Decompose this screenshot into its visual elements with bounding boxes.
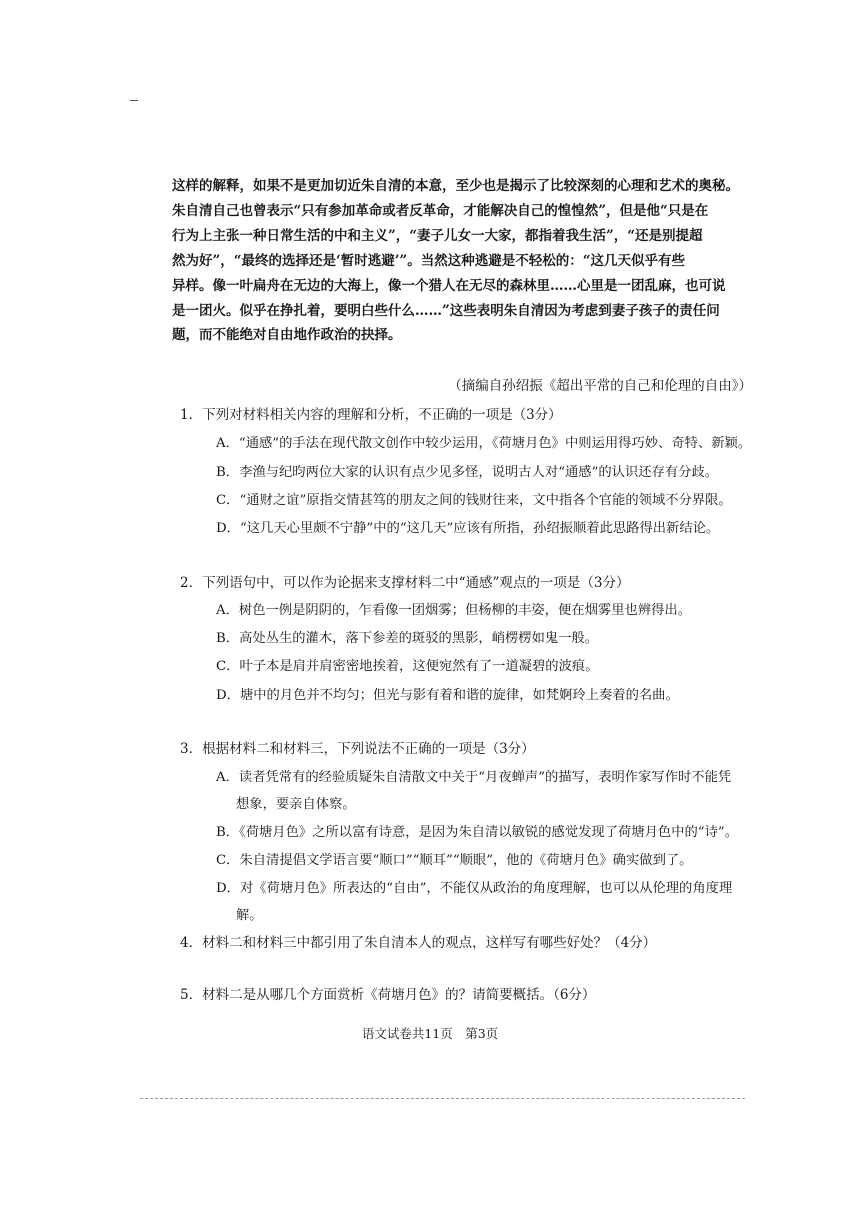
passage-line: 行为上主张一种日常生活的中和主义”，“妻子儿女一大家，都指着我生活”，“还是别提超	[172, 227, 703, 244]
page-footer: 语文试卷共11页 第3页	[361, 1026, 499, 1041]
question-3-option-a-cont: 想象，要亲自体察。	[236, 797, 356, 812]
question-4-stem: 4．材料二和材料三中都引用了朱自清本人的观点，这样写有哪些好处？（4分）	[180, 935, 657, 951]
passage-citation: （摘编自孙绍振《超出平常的自己和伦理的自由》）	[448, 378, 752, 394]
passage-paragraph	[172, 174, 757, 348]
passage-line: 是一团火。似乎在挣扎着，要明白些什么……”这些表明朱自清因为考虑到妻子孩子的责任问	[172, 302, 720, 319]
question-3-option-b: B．《荷塘月色》之所以富有诗意，是因为朱自清以敏锐的感觉发现了荷塘月色中的“诗”。	[216, 825, 738, 840]
passage-line: 这样的解释，如果不是更加切近朱自清的本意，至少也是揭示了比较深刻的心理和艺术的奥秘。	[172, 178, 739, 194]
question-2-option-c: C．叶子本是肩并肩密密地挨着，这便宛然有了一道凝碧的波痕。	[216, 659, 599, 674]
question-1-option-b: B．李渔与纪昀两位大家的认识有点少见多怪，说明古人对“通感”的认识还存有分歧。	[216, 465, 719, 480]
question-2-option-b: B．高处丛生的灌木，落下参差的斑驳的黑影，峭楞楞如鬼一般。	[216, 631, 599, 646]
question-3-option-c: C．朱自清提倡文学语言要“顺口”“顺耳”“顺眼”，他的《荷塘月色》确实做到了。	[216, 853, 693, 868]
question-1-option-a: A．“通感”的手法在现代散文创作中较少运用，《荷塘月色》中则运用得巧妙、奇特、新颖。	[216, 436, 752, 451]
question-1-stem: 1．下列对材料相关内容的理解和分析，不正确的一项是（3分）	[180, 407, 562, 423]
question-5-stem: 5．材料二是从哪几个方面赏析《荷塘月色》的？请简要概括。（6分）	[180, 987, 596, 1003]
question-2-stem: 2．下列语句中，可以作为论据来支撑材料二中“通感”观点的一项是（3分）	[180, 575, 630, 591]
question-3-option-a: A．读者凭常有的经验质疑朱自清散文中关于“月夜蝉声”的描写，表明作家写作时不能凭	[216, 770, 732, 785]
question-1-option-d: D．“这几天心里颇不宁静”中的“这几天”应该有所指，孙绍振顺着此思路得出新结论。	[216, 521, 720, 536]
question-3-stem: 3．根据材料二和材料三，下列说法不正确的一项是（3分）	[180, 741, 535, 757]
question-2-option-a: A．树色一例是阴阴的，乍看像一团烟雾；但杨柳的丰姿，便在烟雾里也辨得出。	[216, 603, 691, 618]
passage-line: 然为好”，“最终的选择还是‘暂时逃避’”。当然这种逃避是不轻松的：“这几天似乎有些	[172, 252, 685, 269]
question-3-option-d: D．对《荷塘月色》所表达的“自由”，不能仅从政治的角度理解，也可以从伦理的角度理	[216, 881, 733, 896]
passage-line: 异样。像一叶扁舟在无边的大海上，像一个猎人在无尽的森林里……心里是一团乱麻，也可说	[172, 277, 726, 294]
question-2-option-d: D．塘中的月色并不均匀；但光与影有着和谐的旋律，如梵婀玲上奏着的名曲。	[216, 688, 679, 703]
question-1-option-c: C．“通财之谊”原指交情甚笃的朋友之间的钱财往来，文中指各个官能的领域不分界限。	[216, 493, 732, 508]
question-3-option-d-cont: 解。	[236, 908, 263, 923]
passage-line: 朱自清自己也曾表示“只有参加革命或者反革命，才能解决自己的惶惶然”，但是他“只是在	[172, 202, 709, 219]
passage-line: 题，而不能绝对自由地作政治的抉择。	[172, 327, 402, 344]
scan-mark	[130, 100, 138, 101]
scan-bottom-rule	[140, 1098, 745, 1099]
